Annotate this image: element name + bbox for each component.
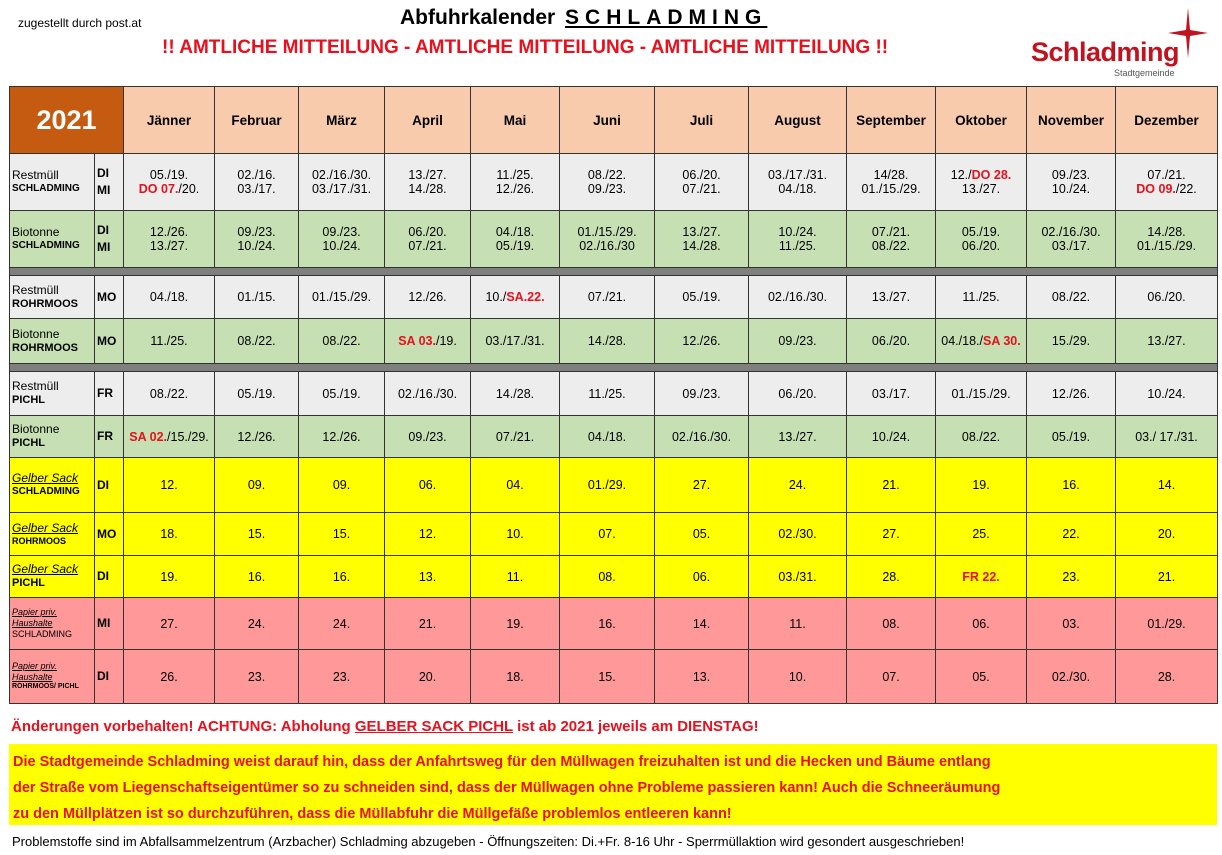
- date-cell: 23.: [299, 650, 385, 704]
- date-cell: 06./20.: [749, 372, 847, 416]
- date-cell: 27.: [655, 458, 749, 513]
- date-cell: [471, 276, 560, 319]
- date-part: 04./18./: [941, 334, 983, 348]
- date-cell: 21.: [847, 458, 936, 513]
- date-cell: 12./26.: [385, 276, 471, 319]
- row-label: [10, 154, 95, 211]
- date-line: 11./25.: [778, 239, 817, 253]
- date-cell: [124, 416, 215, 458]
- date-line: 01./15./29.: [577, 225, 637, 239]
- row-label-type: Papier priv.: [12, 660, 57, 671]
- date-cell: 19.: [124, 556, 215, 598]
- date-cell: [1116, 211, 1218, 268]
- date-cell: 01./15.: [215, 276, 299, 319]
- date-cell: 12./26.: [215, 416, 299, 458]
- row-label-type: Biotonne: [12, 422, 60, 437]
- weekday-cell: DI: [95, 458, 124, 513]
- month-header: Mai: [471, 87, 560, 154]
- date-cell: [847, 154, 936, 211]
- date-cell: 28.: [1116, 650, 1218, 704]
- date-line: 07./21.: [1147, 168, 1186, 182]
- row-label-type: Biotonne: [12, 225, 60, 240]
- date-cell: [1116, 154, 1218, 211]
- date-line: 03./17./31.: [311, 182, 372, 196]
- row-label-place: ROHRMOOS: [12, 535, 66, 546]
- date-cell: 16.: [299, 556, 385, 598]
- date-cell: 03./17.: [847, 372, 936, 416]
- date-cell: [215, 211, 299, 268]
- row-label-place: SCHLADMING: [12, 629, 73, 640]
- date-cell: 07./21.: [471, 416, 560, 458]
- month-header: Juni: [560, 87, 655, 154]
- date-cell: [655, 154, 749, 211]
- date-cell: 03./31.: [749, 556, 847, 598]
- date-cell: 11.: [471, 556, 560, 598]
- weekday-cell: [95, 154, 124, 211]
- date-cell: 02./30.: [749, 513, 847, 556]
- row-label-type: Restmüll: [12, 379, 59, 394]
- date-cell: [299, 154, 385, 211]
- date-cell: 08.: [847, 598, 936, 650]
- changes-note: [11, 718, 759, 735]
- date-line: 03./17.: [237, 182, 276, 196]
- notice-line: Die Stadtgemeinde Schladming weist darauf hin, dass der Anfahrtsweg für den Müllwagen freizuhalten ist und die Hecken und Bäume entlang: [13, 754, 991, 770]
- date-line: 10./24.: [1051, 182, 1091, 196]
- row-label-type-2: Haushalte: [12, 672, 53, 683]
- month-header: Februar: [215, 87, 299, 154]
- date-line: 01./15./29.: [1136, 239, 1197, 253]
- section-divider: [10, 364, 1218, 372]
- weekday-cell: FR: [95, 372, 124, 416]
- weekday-2: MI: [97, 240, 111, 254]
- date-cell: 12.: [124, 458, 215, 513]
- date-cell: 16.: [560, 598, 655, 650]
- date-cell: 06./20.: [847, 319, 936, 364]
- date-cell: 10.: [471, 513, 560, 556]
- month-header: Jänner: [124, 87, 215, 154]
- date-cell: [749, 211, 847, 268]
- date-cell: 11.: [749, 598, 847, 650]
- date-cell: 01./15./29.: [936, 372, 1027, 416]
- divider-cell: [10, 364, 1218, 372]
- date-cell: 03./17./31.: [471, 319, 560, 364]
- weekday-cell: DI: [95, 556, 124, 598]
- table-row: [10, 650, 1218, 704]
- date-cell: [299, 211, 385, 268]
- row-label: [10, 211, 95, 268]
- date-cell: 09./23.: [749, 319, 847, 364]
- date-cell: [749, 154, 847, 211]
- weekday-cell: MO: [95, 513, 124, 556]
- row-label: [10, 372, 95, 416]
- date-cell: 20.: [1116, 513, 1218, 556]
- date-line: 02./16.: [237, 168, 276, 182]
- date-line: 04./18.: [495, 225, 535, 239]
- changed-date: DO 28.: [971, 168, 1012, 182]
- date-cell: 06.: [655, 556, 749, 598]
- date-line: 08./22.: [871, 239, 911, 253]
- date-line: 05./19.: [495, 239, 535, 253]
- date-cell: [385, 319, 471, 364]
- date-cell: 08./22.: [299, 319, 385, 364]
- schladming-logo: [1028, 8, 1218, 83]
- date-line: 07./21.: [682, 182, 721, 196]
- date-cell: 13.: [655, 650, 749, 704]
- logo-wordmark: Schladming: [1031, 37, 1180, 67]
- row-label-type-2: Haushalte: [12, 617, 53, 628]
- date-cell: 08.: [560, 556, 655, 598]
- table-row: [10, 458, 1218, 513]
- date-cell: 14./28.: [471, 372, 560, 416]
- month-header: November: [1027, 87, 1116, 154]
- date-cell: [471, 211, 560, 268]
- date-cell: 15.: [299, 513, 385, 556]
- notice-line: zu den Müllplätzen ist so durchzuführen, dass die Müllabfuhr die Müllgefäße problemlos entleeren kann!: [13, 806, 732, 822]
- date-cell: 09.: [215, 458, 299, 513]
- date-cell: 05./19.: [655, 276, 749, 319]
- row-label-place: SCHLADMING: [12, 240, 80, 252]
- date-cell: 22.: [1027, 513, 1116, 556]
- date-cell: 12.: [385, 513, 471, 556]
- date-cell: 08./22.: [936, 416, 1027, 458]
- notice-line: der Straße vom Liegenschaftseigentümer so zu schneiden sind, dass der Müllwagen ohne Probleme passieren kann! Auch die Schneeräumung: [13, 780, 1001, 796]
- date-cell: 15./29.: [1027, 319, 1116, 364]
- date-cell: 05.: [936, 650, 1027, 704]
- weekday-cell: DI: [95, 650, 124, 704]
- date-line: 05./19.: [961, 225, 1001, 239]
- date-line: 14./28.: [682, 239, 721, 253]
- date-cell: 14.: [655, 598, 749, 650]
- date-part: /20.: [178, 182, 200, 196]
- date-line: 06./20.: [408, 225, 447, 239]
- date-cell: [560, 154, 655, 211]
- date-cell: 13.: [385, 556, 471, 598]
- date-cell: 24.: [299, 598, 385, 650]
- header-row: [10, 87, 1218, 154]
- table-row: [10, 372, 1218, 416]
- changed-date: DO 09.: [1136, 182, 1176, 196]
- date-cell: [847, 211, 936, 268]
- row-label: [10, 458, 95, 513]
- row-label: [10, 650, 95, 704]
- date-cell: 19.: [936, 458, 1027, 513]
- date-cell: 02./16./30.: [749, 276, 847, 319]
- date-cell: 16.: [215, 556, 299, 598]
- date-line: [1118, 182, 1215, 196]
- row-label-type: Restmüll: [12, 282, 59, 297]
- row-label: [10, 276, 95, 319]
- date-line: 03./17./31.: [767, 168, 828, 182]
- date-cell: [936, 211, 1027, 268]
- date-cell: 04./18.: [124, 276, 215, 319]
- date-cell: 11./25.: [560, 372, 655, 416]
- table-row: [10, 513, 1218, 556]
- date-cell: 24.: [749, 458, 847, 513]
- date-cell: 07./21.: [560, 276, 655, 319]
- table-row: [10, 319, 1218, 364]
- weekday-1: DI: [97, 166, 109, 181]
- table-row: [10, 416, 1218, 458]
- date-cell: 06.: [936, 598, 1027, 650]
- date-line: 02./16./30: [579, 239, 635, 253]
- date-cell: 20.: [385, 650, 471, 704]
- date-cell: [385, 211, 471, 268]
- date-cell: 15.: [215, 513, 299, 556]
- date-cell: 02./16./30.: [385, 372, 471, 416]
- date-line: [126, 182, 212, 196]
- date-line: 10./24.: [778, 225, 817, 239]
- date-cell: 12./26.: [1027, 372, 1116, 416]
- date-line: 01./15./29.: [861, 182, 921, 196]
- month-header: Oktober: [936, 87, 1027, 154]
- date-cell: 10./24.: [847, 416, 936, 458]
- date-cell: 27.: [847, 513, 936, 556]
- changed-date: SA 30.: [982, 334, 1021, 348]
- date-cell: 02./16./30.: [655, 416, 749, 458]
- row-label-type: Gelber Sack: [12, 520, 79, 535]
- date-cell: 28.: [847, 556, 936, 598]
- date-line: 02./16./30.: [311, 168, 372, 182]
- date-cell: 18.: [471, 650, 560, 704]
- date-cell: 09.: [299, 458, 385, 513]
- date-cell: [124, 211, 215, 268]
- date-cell: 07.: [847, 650, 936, 704]
- date-cell: 07.: [560, 513, 655, 556]
- date-cell: 18.: [124, 513, 215, 556]
- date-line: [938, 168, 1024, 182]
- date-line: 13./27.: [408, 168, 447, 182]
- date-part: /22.: [1175, 182, 1197, 196]
- row-label: [10, 319, 95, 364]
- date-line: 07./21.: [408, 239, 447, 253]
- weekday-cell: [95, 211, 124, 268]
- date-cell: 05./19.: [299, 372, 385, 416]
- date-cell: 08./22.: [215, 319, 299, 364]
- date-cell: 25.: [936, 513, 1027, 556]
- date-cell: 10./24.: [1116, 372, 1218, 416]
- date-cell: [215, 154, 299, 211]
- footer-note: Problemstoffe sind im Abfallsammelzentrum (Arzbacher) Schladming abzugeben - Öffnungszeiten: Di.+Fr. 8-16 Uhr - Sperrmüllaktion wird gesondert ausgeschrieben!: [12, 834, 965, 849]
- date-line: 05./19.: [149, 168, 189, 182]
- month-header: August: [749, 87, 847, 154]
- delivered-by-note: zugestellt durch post.at: [18, 16, 142, 30]
- table-row: [10, 211, 1218, 268]
- month-header: März: [299, 87, 385, 154]
- title-place: SCHLADMING: [565, 6, 768, 29]
- date-line: 07./21.: [871, 225, 911, 239]
- date-cell: 13./27.: [847, 276, 936, 319]
- date-cell: 03.: [1027, 598, 1116, 650]
- date-cell: 14./28.: [560, 319, 655, 364]
- date-cell: 13./27.: [1116, 319, 1218, 364]
- row-label-place: PICHL: [12, 437, 45, 450]
- date-line: 13./27.: [961, 182, 1001, 196]
- date-line: 09./23.: [237, 225, 276, 239]
- row-label: [10, 513, 95, 556]
- access-notice: [9, 744, 1217, 825]
- date-cell: 03./ 17./31.: [1116, 416, 1218, 458]
- row-label: [10, 416, 95, 458]
- month-header: September: [847, 87, 936, 154]
- month-header: Dezember: [1116, 87, 1218, 154]
- date-cell: [1027, 154, 1116, 211]
- weekday-1: DI: [97, 223, 109, 238]
- date-line: 09./23.: [322, 225, 361, 239]
- date-cell: 08./22.: [1027, 276, 1116, 319]
- date-cell: 06.: [385, 458, 471, 513]
- section-divider: [10, 268, 1218, 276]
- row-label-type: Gelber Sack: [12, 471, 79, 486]
- date-cell: [655, 211, 749, 268]
- date-cell: 14.: [1116, 458, 1218, 513]
- date-line: 14/28.: [873, 168, 909, 182]
- date-cell: [1027, 211, 1116, 268]
- date-cell: 27.: [124, 598, 215, 650]
- date-cell: 08./22.: [124, 372, 215, 416]
- row-label-place: ROHRMOOS/ PICHL: [12, 683, 79, 691]
- month-header: Juli: [655, 87, 749, 154]
- date-cell: [560, 211, 655, 268]
- row-label-place: PICHL: [12, 394, 45, 407]
- date-line: 02./16./30.: [1041, 225, 1101, 239]
- changes-note-highlight: GELBER SACK PICHL: [354, 718, 513, 735]
- weekday-cell: FR: [95, 416, 124, 458]
- title-prefix: Abfuhrkalender: [400, 6, 556, 29]
- row-label: [10, 556, 95, 598]
- date-cell: 21.: [385, 598, 471, 650]
- table-row: [10, 154, 1218, 211]
- date-cell: 16.: [1027, 458, 1116, 513]
- date-cell: 01./29.: [1116, 598, 1218, 650]
- date-cell: 04.: [471, 458, 560, 513]
- date-cell: 02./30.: [1027, 650, 1116, 704]
- date-cell: 26.: [124, 650, 215, 704]
- row-label-type: Papier priv.: [12, 606, 57, 617]
- date-part: /19.: [435, 334, 457, 348]
- official-notice-banner: !! AMTLICHE MITTEILUNG - AMTLICHE MITTEILUNG - AMTLICHE MITTEILUNG !!: [162, 37, 889, 58]
- date-line: 12./26.: [149, 225, 189, 239]
- date-line: 10./24.: [237, 239, 276, 253]
- weekday-2: MI: [97, 183, 111, 197]
- date-line: 06./20.: [961, 239, 1001, 253]
- row-label-place: ROHRMOOS: [12, 297, 78, 310]
- table-row: [10, 598, 1218, 650]
- date-cell: 06./20.: [1116, 276, 1218, 319]
- date-cell: [936, 319, 1027, 364]
- page-title: [400, 6, 767, 30]
- date-cell: 09./23.: [385, 416, 471, 458]
- changed-date: SA 03.: [398, 334, 436, 348]
- logo-subtitle: Stadtgemeinde: [1114, 68, 1175, 78]
- date-cell: 23.: [1027, 556, 1116, 598]
- date-cell: 09./23.: [655, 372, 749, 416]
- date-cell: [385, 154, 471, 211]
- date-cell: 01./15./29.: [299, 276, 385, 319]
- date-cell: 04./18.: [560, 416, 655, 458]
- date-cell: 19.: [471, 598, 560, 650]
- date-cell: 13./27.: [749, 416, 847, 458]
- date-cell: 05./19.: [215, 372, 299, 416]
- row-label: [10, 598, 95, 650]
- changed-date: SA.22.: [506, 290, 545, 304]
- date-cell: 10.: [749, 650, 847, 704]
- row-label-place: SCHLADMING: [12, 183, 80, 195]
- weekday-cell: MI: [95, 598, 124, 650]
- date-cell: 23.: [215, 650, 299, 704]
- date-cell: 24.: [215, 598, 299, 650]
- row-label-place: SCHLADMING: [12, 486, 80, 498]
- date-cell: 05.: [655, 513, 749, 556]
- date-line: 03./17.: [1051, 239, 1091, 253]
- changes-note-text: Änderungen vorbehalten! ACHTUNG: Abholung: [11, 718, 355, 735]
- date-line: 04./18.: [778, 182, 817, 196]
- row-label-type: Restmüll: [12, 168, 59, 183]
- date-line: 08./22.: [587, 168, 627, 182]
- date-cell: [124, 154, 215, 211]
- date-cell: 11./25.: [124, 319, 215, 364]
- date-part: 12./: [950, 168, 972, 182]
- date-part: /15./29.: [167, 429, 209, 444]
- date-line: 13./27.: [149, 239, 189, 253]
- date-line: 14./28.: [408, 182, 447, 196]
- changed-date: FR 22.: [936, 556, 1027, 598]
- date-line: 09./23.: [587, 182, 627, 196]
- table-row: [10, 276, 1218, 319]
- row-label-type: Biotonne: [12, 326, 60, 341]
- date-line: 09./23.: [1051, 168, 1091, 182]
- date-cell: 11./25.: [936, 276, 1027, 319]
- weekday-cell: MO: [95, 319, 124, 364]
- date-line: 10./24.: [322, 239, 361, 253]
- changed-date: SA 02.: [129, 429, 168, 444]
- month-header: April: [385, 87, 471, 154]
- year-cell: 2021: [10, 87, 124, 154]
- date-line: 13./27.: [682, 225, 721, 239]
- date-cell: 05./19.: [1027, 416, 1116, 458]
- collection-calendar-table: [9, 86, 1218, 704]
- changes-note-text-end: ist ab 2021 jeweils am DIENSTAG!: [512, 718, 759, 735]
- date-line: 11./25.: [496, 168, 534, 182]
- date-cell: [936, 154, 1027, 211]
- date-line: 12./26.: [495, 182, 535, 196]
- row-label-place: PICHL: [12, 577, 45, 590]
- date-cell: 12./26.: [299, 416, 385, 458]
- date-cell: 15.: [560, 650, 655, 704]
- date-cell: [471, 154, 560, 211]
- divider-cell: [10, 268, 1218, 276]
- date-cell: 01./29.: [560, 458, 655, 513]
- row-label-place: ROHRMOOS: [12, 341, 78, 354]
- date-part: 10./: [485, 290, 507, 304]
- date-line: 14./28.: [1147, 225, 1186, 239]
- date-cell: 12./26.: [655, 319, 749, 364]
- date-cell: 21.: [1116, 556, 1218, 598]
- date-line: 06./20.: [682, 168, 721, 182]
- changed-date: DO 07.: [138, 182, 179, 196]
- row-label-type: Gelber Sack: [12, 562, 79, 577]
- table-row: [10, 556, 1218, 598]
- weekday-cell: MO: [95, 276, 124, 319]
